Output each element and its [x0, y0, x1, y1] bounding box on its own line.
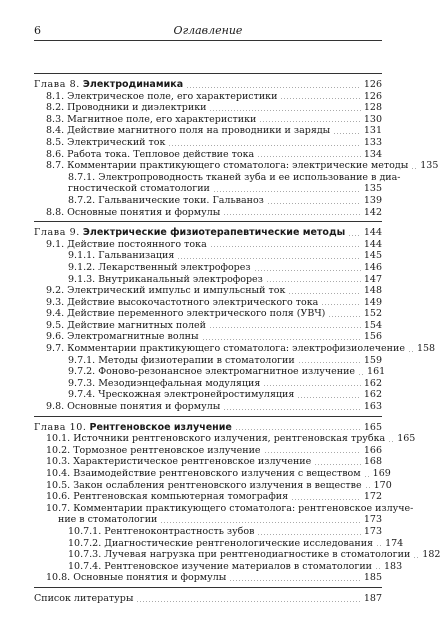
toc-page-number: 182	[422, 549, 440, 561]
toc-entry-number: 9.3.	[46, 296, 65, 308]
toc-entry-title: Тормозное рентгеновское излучение	[73, 444, 261, 456]
toc-entry[interactable]	[34, 262, 382, 274]
toc-page-number: 152	[363, 308, 382, 320]
toc-entry[interactable]	[34, 171, 401, 184]
dot-leader	[364, 476, 370, 477]
toc-entry-title: Мезодиэнцефальная модуляция	[98, 377, 261, 389]
toc-entry-title: Комментарии практикующего стоматолога: электрофизиолечение	[67, 343, 405, 355]
dot-leader	[229, 580, 360, 581]
toc-entry-number: 10.7.	[46, 502, 71, 514]
dot-leader	[202, 339, 361, 340]
toc-entry-title: Фоново-резонансное электромагнитное излучение	[98, 366, 356, 378]
toc-page-number: 131	[363, 125, 382, 137]
toc-entry-number: 9.1.	[46, 238, 65, 250]
dot-leader	[375, 568, 381, 569]
toc-entry-number: 9.7.3.	[68, 377, 96, 389]
toc-entry[interactable]	[34, 378, 382, 390]
toc-entry-number: 9.7.2.	[68, 366, 96, 378]
dot-leader	[321, 304, 361, 305]
toc-page-number: 142	[363, 206, 382, 218]
toc-entry[interactable]	[34, 355, 382, 367]
toc-page-number: 173	[363, 525, 382, 537]
toc-page-number: 135	[420, 160, 439, 172]
toc-entry[interactable]	[34, 593, 382, 605]
dot-leader	[254, 270, 361, 271]
toc-entry-number: 8.4.	[46, 125, 65, 137]
section-divider	[34, 73, 382, 74]
toc-entry-number: 10.6.	[46, 491, 71, 503]
toc-page-number: 159	[363, 354, 382, 366]
toc-page-number: 147	[363, 273, 382, 285]
dot-leader	[263, 385, 361, 386]
dot-leader	[314, 464, 361, 465]
dot-leader	[297, 397, 360, 398]
toc-entry[interactable]	[34, 549, 440, 561]
toc-page-number: 148	[363, 285, 382, 297]
toc-entry[interactable]	[34, 91, 382, 103]
toc-entry[interactable]	[34, 401, 382, 413]
toc-entry-title: Магнитное поле, его характеристики	[67, 113, 257, 125]
dot-leader	[365, 487, 371, 488]
toc-page-number: 168	[363, 456, 382, 468]
toc-entry-number: 9.7.	[46, 343, 65, 355]
toc-entry-title: Действие постоянного тока	[67, 238, 207, 250]
toc-page-number: 166	[363, 444, 382, 456]
dot-leader	[298, 362, 361, 363]
toc-entry[interactable]	[34, 491, 382, 503]
toc-page-number: 183	[384, 560, 403, 572]
toc-page-number: 144	[363, 227, 382, 239]
toc-entry-title: Электропроводность тканей зуба и ее использование в диа-	[98, 171, 401, 183]
toc-page-number: 144	[363, 238, 382, 250]
toc-entry-title: Гальванические токи. Гальваноз	[98, 194, 264, 206]
toc-entry[interactable]	[34, 308, 382, 320]
toc-entry[interactable]	[34, 366, 386, 378]
dot-leader	[136, 601, 360, 602]
toc-entry-title: Электрическое поле, его характеристики	[67, 90, 278, 102]
toc-entry-number: 10.7.1.	[68, 525, 102, 537]
toc-page-number: 161	[367, 366, 386, 378]
toc-entry-number: 9.5.	[46, 319, 65, 331]
dot-leader	[413, 557, 419, 558]
dot-leader	[416, 510, 422, 511]
toc-entry-title: Электродинамика	[82, 79, 184, 90]
toc-entry-title: Лекарственный электрофорез	[98, 261, 251, 273]
toc-entry-title: Методы физиотерапии в стоматологии	[98, 354, 295, 366]
toc-entry-title: Комментарии практикующего стоматолога: электрические методы	[67, 160, 409, 172]
toc-entry[interactable]	[34, 445, 382, 457]
page-number: 6	[34, 24, 41, 37]
toc-entry[interactable]	[34, 502, 414, 515]
toc-page-number: 162	[363, 389, 382, 401]
toc-entry-title: Действие переменного электрического поля (УВЧ)	[67, 308, 326, 320]
toc-page-number: 128	[363, 102, 382, 114]
dot-leader	[168, 145, 360, 146]
toc-page-number: 170	[373, 479, 392, 491]
toc-entry-number: 10.3.	[46, 456, 71, 468]
toc-entry-title: Электрические физиотерапевтические методы	[82, 227, 346, 239]
toc-entry-number: 8.7.2.	[68, 194, 96, 206]
dot-leader	[408, 351, 414, 352]
toc-entry[interactable]	[34, 195, 382, 207]
toc-entry[interactable]	[34, 343, 436, 355]
toc-page-number: 139	[363, 194, 382, 206]
dot-leader	[358, 374, 364, 375]
toc-chapter-entry[interactable]	[34, 227, 382, 239]
toc-page-number: 163	[363, 401, 382, 413]
toc-entry-number: Глава 10.	[34, 421, 87, 433]
toc-entry[interactable]	[34, 433, 416, 445]
toc-entry[interactable]	[34, 297, 382, 309]
toc-entry-title: Электрический импульс и импульсный ток	[67, 285, 286, 297]
toc-entry-title: Закон ослабления рентгеновского излучения в веществе	[73, 479, 362, 491]
toc-entry-title: Лучевая нагрузка при рентгенодиагностике в стоматологии	[104, 549, 411, 561]
dot-leader	[210, 246, 361, 247]
toc-entry[interactable]	[34, 207, 382, 219]
toc-page-number: 162	[363, 377, 382, 389]
toc-entry-number: 8.7.	[46, 160, 65, 172]
toc-entry-number: 9.8.	[46, 401, 65, 413]
toc-entry-number: 10.5.	[46, 479, 71, 491]
dot-leader	[223, 409, 361, 410]
toc-entry[interactable]	[34, 239, 382, 251]
dot-leader	[328, 316, 360, 317]
toc-entry[interactable]	[34, 526, 382, 538]
toc-entry-number: 9.7.4.	[68, 389, 96, 401]
toc-page-number: 165	[363, 421, 382, 433]
toc-entry-number: 8.7.1.	[68, 171, 96, 183]
toc-entry-title: Характеристическое рентгеновское излучение	[73, 456, 312, 468]
toc-entry-number: 9.7.1.	[68, 354, 96, 366]
dot-leader	[257, 534, 360, 535]
section-divider	[34, 587, 382, 588]
toc-entry[interactable]	[34, 183, 382, 195]
toc-entry[interactable]	[34, 479, 392, 492]
toc-entry[interactable]	[34, 537, 404, 550]
toc-page-number: 173	[363, 514, 382, 526]
toc-entry[interactable]	[34, 320, 382, 332]
toc-page-number: 146	[363, 261, 382, 273]
toc-entry-number: 8.6.	[46, 148, 65, 160]
toc-entry[interactable]	[34, 389, 382, 401]
toc-page-number: 165	[397, 433, 416, 445]
dot-leader	[235, 429, 361, 430]
toc-chapter-entry[interactable]	[34, 79, 382, 91]
toc-entry-number: 10.7.3.	[68, 549, 102, 561]
toc-entry-number: 9.2.	[46, 285, 65, 297]
toc-page-number: 149	[363, 296, 382, 308]
toc-entry[interactable]	[34, 331, 382, 343]
section-divider	[34, 416, 382, 417]
toc-entry[interactable]	[34, 149, 382, 161]
toc-entry-title: Действие магнитного поля на проводники и заряды	[67, 125, 331, 137]
toc-entry-title: Электрический ток	[67, 136, 166, 148]
toc-entry[interactable]	[34, 160, 439, 172]
dot-leader	[264, 452, 361, 453]
toc-page-number: 174	[385, 537, 404, 549]
toc-entry[interactable]	[34, 468, 391, 480]
toc-entry-title: Рентгеновское излучение	[89, 421, 232, 433]
dot-leader	[259, 121, 360, 122]
toc-page-number: 145	[363, 250, 382, 262]
toc-entry-number: 9.1.2.	[68, 261, 96, 273]
toc-page-number: 134	[363, 148, 382, 160]
toc-entry-number: Глава 8.	[34, 79, 80, 90]
dot-leader	[223, 214, 361, 215]
toc-entry-number: 10.8.	[46, 572, 71, 584]
dot-leader	[257, 156, 361, 157]
toc-entry[interactable]	[34, 137, 382, 149]
toc-entry-title: Действие магнитных полей	[67, 319, 206, 331]
toc-entry-number: 9.1.1.	[68, 250, 96, 262]
dot-leader	[177, 258, 361, 259]
dot-leader	[288, 293, 360, 294]
toc-entry-title: Работа тока. Тепловое действие тока	[67, 148, 255, 160]
table-of-contents	[34, 70, 440, 605]
toc-entry-number: 10.2.	[46, 444, 71, 456]
toc-page-number: 187	[363, 592, 382, 604]
toc-entry-title: Внутриканальный электрофорез	[98, 273, 263, 285]
toc-entry[interactable]	[34, 560, 403, 573]
toc-entry-number: 10.7.4.	[68, 560, 102, 572]
toc-page-number: 135	[363, 183, 382, 195]
dot-leader	[333, 133, 361, 134]
toc-page-number: 126	[363, 79, 382, 90]
toc-page-number: 185	[363, 572, 382, 584]
toc-entry[interactable]	[34, 250, 382, 262]
toc-entry-title: Рентгеноконтрастность зубов	[104, 525, 255, 537]
toc-entry-title: Рентгеновское изучение материалов в стоматологии	[104, 560, 372, 572]
toc-entry-title: Рентгеновская компьютерная томография	[73, 491, 289, 503]
toc-entry-number: 10.4.	[46, 468, 71, 479]
dot-leader	[267, 203, 361, 204]
dot-leader	[209, 110, 360, 111]
section-divider	[34, 221, 382, 222]
dot-leader	[266, 281, 361, 282]
toc-entry[interactable]	[34, 114, 382, 126]
running-header	[34, 20, 382, 41]
running-title: Оглавление	[173, 24, 243, 37]
toc-entry-number: 10.1.	[46, 433, 71, 445]
toc-entry-number: 8.8.	[46, 206, 65, 218]
toc-entry[interactable]	[34, 274, 382, 286]
toc-entry[interactable]	[34, 102, 382, 114]
toc-entry-title: гностической стоматологии	[68, 183, 210, 195]
toc-entry-title: Основные понятия и формулы	[67, 401, 221, 413]
toc-page-number: 130	[363, 113, 382, 125]
toc-entry-number: 8.2.	[46, 102, 65, 114]
toc-page-number: 172	[363, 491, 382, 503]
toc-page-number: 133	[363, 136, 382, 148]
dot-leader	[348, 235, 361, 236]
toc-entry-title: Чрескожная электронейростимуляция	[98, 389, 295, 401]
toc-entry-title: Источники рентгеновского излучения, рентгеновская трубка	[73, 433, 386, 445]
toc-entry-number: 8.3.	[46, 113, 65, 125]
toc-entry-number: 8.5.	[46, 136, 65, 148]
dot-leader	[404, 179, 410, 180]
toc-entry-title: Проводники и диэлектрики	[67, 102, 207, 114]
toc-entry-title: Основные понятия и формулы	[73, 572, 227, 584]
toc-entry-title: Диагностические рентгенологические исследования	[104, 537, 374, 549]
toc-entry[interactable]	[34, 125, 382, 137]
toc-entry[interactable]	[34, 456, 382, 468]
toc-entry-title: Гальванизация	[98, 250, 175, 262]
dot-leader	[213, 191, 361, 192]
toc-entry-number: 9.4.	[46, 308, 65, 320]
toc-entry-title: Действие высокочастотного электрического тока	[67, 296, 319, 308]
toc-entry[interactable]	[34, 285, 382, 297]
toc-entry-title: ние в стоматологии	[58, 514, 158, 526]
dot-leader	[376, 545, 382, 546]
toc-entry-title: Список литературы	[34, 592, 134, 604]
dot-leader	[388, 441, 394, 442]
dot-leader	[160, 522, 360, 523]
dot-leader	[280, 98, 360, 99]
toc-entry-title: Комментарии практикующего стоматолога: рентгеновское излуче-	[73, 502, 414, 514]
toc-entry-number: 9.1.3.	[68, 273, 96, 285]
toc-entry[interactable]	[34, 572, 382, 584]
dot-leader	[186, 87, 361, 88]
toc-page-number: 169	[372, 468, 391, 479]
toc-page-number: 126	[363, 90, 382, 102]
toc-page-number: 154	[363, 319, 382, 331]
toc-page-number: 158	[416, 343, 436, 355]
toc-entry-number: 10.7.2.	[68, 537, 102, 549]
dot-leader	[291, 499, 361, 500]
toc-entry-title: Взаимодействие рентгеновского излучения с веществом	[73, 468, 361, 479]
toc-entry-title: Основные понятия и формулы	[67, 206, 221, 218]
toc-entry-number: Глава 9.	[34, 227, 80, 239]
toc-entry-number: 9.6.	[46, 331, 65, 343]
toc-page-number: 156	[363, 331, 382, 343]
toc-entry[interactable]	[34, 514, 382, 526]
toc-entry-title: Электромагнитные волны	[67, 331, 199, 343]
dot-leader	[209, 327, 361, 328]
toc-chapter-entry[interactable]	[34, 422, 382, 434]
dot-leader	[411, 168, 417, 169]
toc-entry-number: 8.1.	[46, 90, 65, 102]
